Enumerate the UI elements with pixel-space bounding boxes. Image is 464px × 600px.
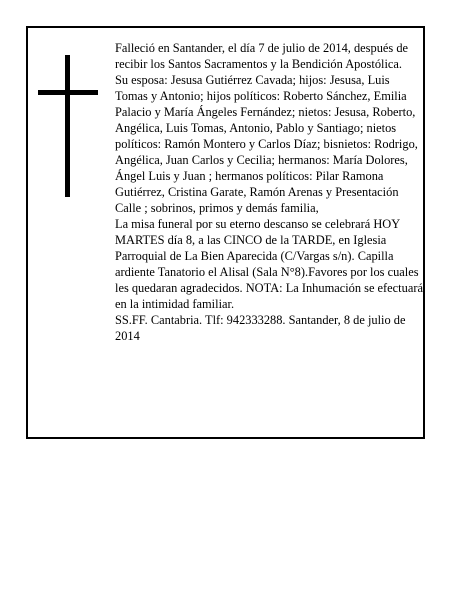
cross-icon [38,55,98,197]
cross-vertical-bar [65,55,70,197]
death-announcement: Falleció en Santander, el día 7 de julio de 2014, después de recibir los Santos Sacramentos y la Bendición Apostólica. [115,41,409,71]
obituary-notice [26,26,425,439]
cross-horizontal-bar [38,90,98,95]
funeral-details: La misa funeral por su eterno descanso se celebrará HOY MARTES día 8, a las CINCO de la TARDE, en Iglesia Parroquial de La Bien Aparecida (C/Vargas s/n). Capilla ardiente Tanatorio el Alisal (Sala N°8).Favores por los cuales les quedaran agradecidos. NOTA: La Inhumación se efectuará en la intimidad familiar. [115,217,423,311]
family-list: Su esposa: Jesusa Gutiérrez Cavada; hijos: Jesusa, Luis Tomas y Antonio; hijos políticos: Roberto Sánchez, Emilia Palacio y María Ángeles Fernández; nietos: Jesusa, Roberto, Angélica, Luis Tomas, Antonio, Pablo y Santiago; nietos políticos: Ramón Montero y Carlos Díaz; bisnietos: Rodrigo, Angélica, Juan Carlos y Cecilia; hermanos: María Dolores, Ángel Luis y Juan ; hermanos políticos: Pilar Ramona Gutiérrez, Cristina Garate, Ramón Arenas y Presentación Calle ; sobrinos, primos y demás familia, [115,73,418,215]
notice-text [115,40,423,344]
funeral-home-contact: SS.FF. Cantabria. Tlf: 942333288. Santander, 8 de julio de 2014 [115,313,406,343]
